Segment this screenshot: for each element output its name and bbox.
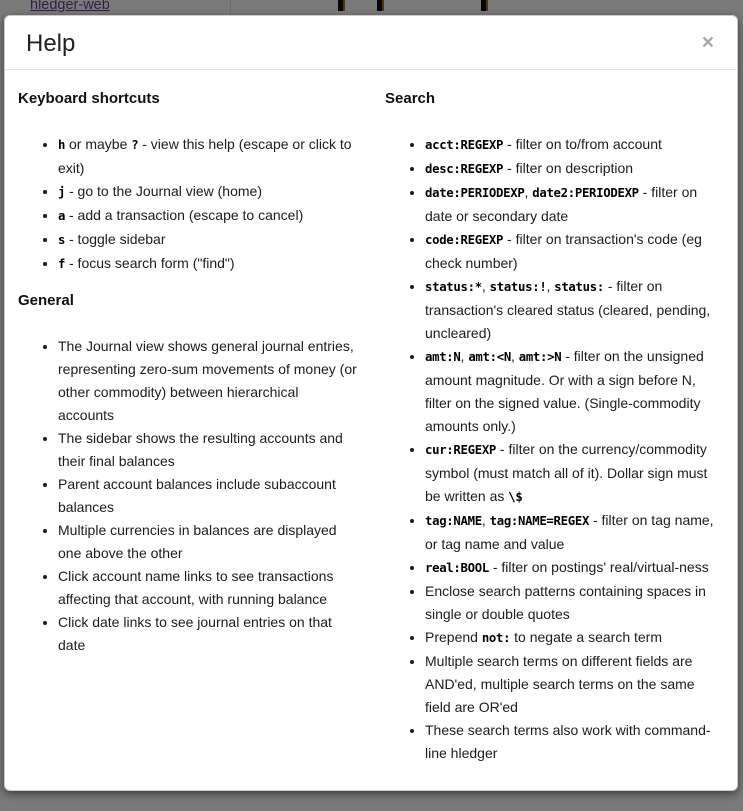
modal-body bbox=[5, 70, 737, 791]
close-icon[interactable]: × bbox=[701, 31, 714, 54]
list-item bbox=[58, 473, 357, 519]
text-run: - focus search form ("find") bbox=[65, 255, 235, 271]
list-item bbox=[425, 719, 724, 765]
text-run: - filter on description bbox=[503, 160, 634, 176]
right-column bbox=[371, 90, 724, 765]
list-item bbox=[58, 133, 357, 180]
list-item bbox=[425, 580, 724, 626]
text-run: , bbox=[481, 512, 490, 528]
section-heading: Keyboard shortcuts bbox=[18, 90, 160, 107]
section-general bbox=[18, 292, 357, 657]
code-term: date2:PERIODEXP bbox=[532, 186, 639, 200]
code-term: code:REGEXP bbox=[425, 233, 504, 247]
list-item bbox=[58, 180, 357, 204]
modal-title: Help bbox=[26, 30, 76, 57]
code-term: acct:REGEXP bbox=[425, 138, 504, 152]
text-run: Multiple currencies in balances are displayed one above the other bbox=[58, 522, 337, 561]
list-item bbox=[58, 519, 357, 565]
code-term: j bbox=[58, 185, 66, 199]
text-run: , bbox=[546, 278, 555, 294]
code-term: status: bbox=[554, 280, 604, 294]
section-keyboard-shortcuts bbox=[18, 90, 357, 276]
list-item bbox=[425, 626, 724, 650]
text-run: - filter on postings' real/virtual-ness bbox=[488, 559, 709, 575]
text-run: or maybe bbox=[65, 136, 132, 152]
text-run: , bbox=[460, 348, 469, 364]
text-run: - filter on the currency/commodity symbol (must match all of it). Dollar sign must be written as bbox=[425, 441, 708, 504]
search-list bbox=[385, 133, 724, 765]
list-item bbox=[425, 556, 724, 580]
text-run: , bbox=[481, 278, 490, 294]
text-run: - add a transaction (escape to cancel) bbox=[65, 207, 304, 223]
list-item bbox=[58, 204, 357, 228]
code-term: f bbox=[58, 257, 66, 271]
keyboard-shortcuts-list bbox=[18, 133, 357, 276]
code-term: \$ bbox=[508, 490, 523, 504]
modal-header bbox=[5, 16, 737, 70]
text-run: The Journal view shows general journal entries, representing zero-sum movements of money (or other commodity) between hierarchical accounts bbox=[58, 338, 357, 423]
code-term: tag:NAME=REGEX bbox=[489, 514, 590, 528]
text-run: Click date links to see journal entries on that date bbox=[58, 614, 332, 653]
text-run: - filter on transaction's code (eg check number) bbox=[425, 231, 702, 271]
list-item bbox=[425, 181, 724, 228]
text-run: - filter on date or secondary date bbox=[425, 184, 698, 224]
code-term: tag:NAME bbox=[425, 514, 482, 528]
text-run: Click account name links to see transactions affecting that account, with running balance bbox=[58, 568, 334, 607]
code-term: a bbox=[58, 209, 66, 223]
code-term: amt:N bbox=[425, 350, 461, 364]
list-item bbox=[58, 252, 357, 276]
code-term: h bbox=[58, 138, 66, 152]
list-item bbox=[58, 335, 357, 427]
text-run: The sidebar shows the resulting accounts and their final balances bbox=[58, 430, 343, 469]
code-term: s bbox=[58, 233, 66, 247]
text-run: These search terms also work with command-line hledger bbox=[425, 722, 711, 761]
text-run: - go to the Journal view (home) bbox=[65, 183, 262, 199]
list-item bbox=[425, 345, 724, 438]
list-item bbox=[425, 438, 724, 509]
text-run: - toggle sidebar bbox=[65, 231, 166, 247]
code-term: date:PERIODEXP bbox=[425, 186, 525, 200]
code-term: ? bbox=[131, 138, 139, 152]
list-item bbox=[58, 611, 357, 657]
section-search bbox=[385, 90, 724, 765]
text-run: , bbox=[510, 348, 519, 364]
text-run: - filter on to/from account bbox=[503, 136, 662, 152]
list-item bbox=[425, 509, 724, 556]
general-list bbox=[18, 335, 357, 657]
text-run: Parent account balances include subaccount balances bbox=[58, 476, 336, 515]
text-run: Prepend bbox=[425, 629, 482, 645]
help-modal bbox=[4, 15, 738, 791]
text-run: to negate a search term bbox=[510, 629, 663, 645]
left-column bbox=[18, 90, 371, 765]
section-heading: Search bbox=[385, 90, 436, 107]
list-item bbox=[425, 650, 724, 719]
text-run: Enclose search patterns containing spaces in single or double quotes bbox=[425, 583, 706, 622]
code-term: cur:REGEXP bbox=[425, 443, 497, 457]
code-term: status:* bbox=[425, 280, 482, 294]
code-term: real:BOOL bbox=[425, 561, 489, 575]
code-term: amt:>N bbox=[518, 350, 562, 364]
text-run: Multiple search terms on different fields are AND'ed, multiple search terms on the same field are OR'ed bbox=[425, 653, 695, 715]
code-term: status:! bbox=[489, 280, 547, 294]
code-term: amt:<N bbox=[468, 350, 511, 364]
list-item bbox=[425, 133, 724, 157]
list-item bbox=[58, 228, 357, 252]
code-term: not: bbox=[481, 631, 511, 645]
list-item bbox=[425, 157, 724, 181]
text-run: - view this help (escape or click to exit) bbox=[58, 136, 352, 176]
list-item bbox=[58, 427, 357, 473]
list-item bbox=[425, 275, 724, 345]
section-heading: General bbox=[18, 292, 74, 309]
code-term: desc:REGEXP bbox=[425, 162, 504, 176]
text-run: - filter on tag name, or tag name and value bbox=[425, 512, 714, 552]
text-run: - filter on the unsigned amount magnitude. Or with a sign before N, filter on the signed value. (Single-commodity amounts only.) bbox=[425, 348, 704, 434]
text-run: , bbox=[524, 184, 533, 200]
text-run: - filter on transaction's cleared status (cleared, pending, uncleared) bbox=[425, 278, 711, 341]
list-item bbox=[58, 565, 357, 611]
list-item bbox=[425, 228, 724, 275]
